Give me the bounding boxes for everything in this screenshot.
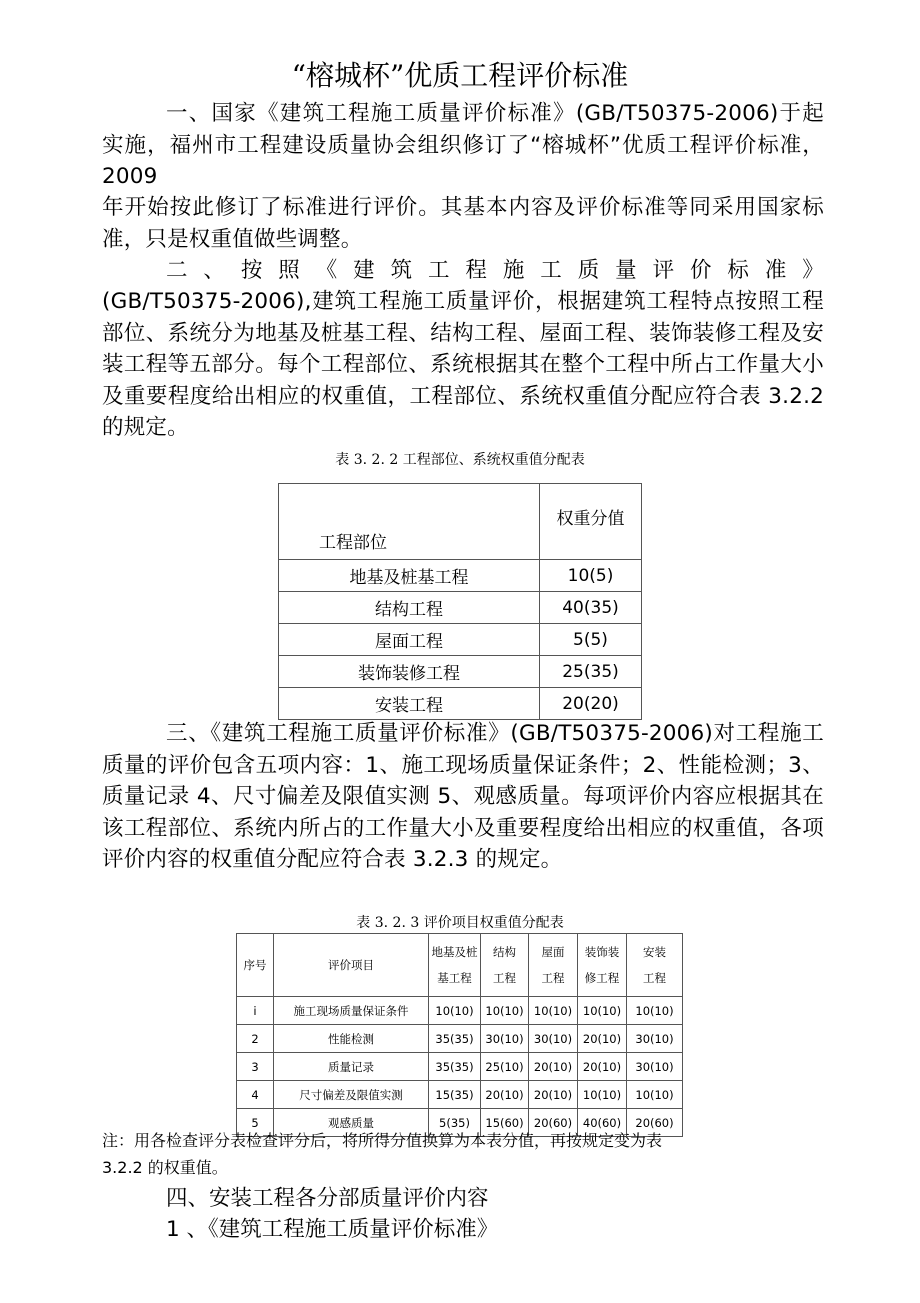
header-installation: 安装 工程 — [627, 934, 683, 997]
cell-weight: 10(5) — [540, 560, 642, 592]
cell-value: 15(60) — [481, 1109, 529, 1137]
cell-weight: 5(5) — [540, 624, 642, 656]
table-row — [279, 560, 642, 592]
evaluation-table — [236, 933, 683, 1137]
cell-no: 5 — [237, 1109, 274, 1137]
header-foundation: 地基及桩 基工程 — [429, 934, 481, 997]
table-row — [279, 592, 642, 624]
cell-value: 10(10) — [529, 997, 578, 1025]
cell-part: 装饰装修工程 — [279, 656, 540, 688]
cell-value: 20(10) — [481, 1081, 529, 1109]
paragraph-1-continued: 年开始按此修订了标准进行评价。其基本内容及评价标准等同采用国家标准，只是权重值做些调整。 — [102, 195, 824, 252]
header-weight: 权重分值 — [540, 484, 642, 560]
paragraph-2: (GB/T50375-2006),建筑工程施工质量评价，根据建筑工程特点按照工程部位、系统分为地基及桩基工程、结构工程、屋面工程、装饰装修工程及安装工程等五部分。每个工程部位、系统根据其在整个工程中所占工作量大小及重要程度给出相应的权重值，工程部位、系统权重值分配应符合表 3.2.2 的规定。 — [102, 289, 824, 440]
cell-value: 35(35) — [429, 1025, 481, 1053]
document-title: “榕城杯”优质工程评价标准 — [291, 59, 629, 92]
cell-value: 40(60) — [578, 1109, 627, 1137]
cell-value: 20(60) — [529, 1109, 578, 1137]
cell-weight: 40(35) — [540, 592, 642, 624]
cell-value: 35(35) — [429, 1053, 481, 1081]
header-structure: 结构 工程 — [481, 934, 529, 997]
cell-value: 20(10) — [529, 1081, 578, 1109]
cell-part: 屋面工程 — [279, 624, 540, 656]
cell-part: 安装工程 — [279, 688, 540, 720]
cell-value: 20(60) — [627, 1109, 683, 1137]
cell-item: 观感质量 — [274, 1109, 429, 1137]
header-part: 工程部位 — [279, 484, 540, 560]
header-item: 评价项目 — [274, 934, 429, 997]
table-row — [237, 1025, 683, 1053]
cell-value: 20(10) — [578, 1025, 627, 1053]
cell-part: 结构工程 — [279, 592, 540, 624]
cell-value: 5(35) — [429, 1109, 481, 1137]
cell-value: 10(10) — [578, 1081, 627, 1109]
cell-no: i — [237, 997, 274, 1025]
header-decoration: 装饰装 修工程 — [578, 934, 627, 997]
table-header-row — [237, 934, 683, 997]
table-row — [237, 1081, 683, 1109]
table-row — [279, 656, 642, 688]
cell-no: 3 — [237, 1053, 274, 1081]
paragraph-3: 三、《建筑工程施工质量评价标准》(GB/T50375-2006)对工程施工质量的评价包含五项内容：1、施工现场质量保证条件；2、性能检测；3、质量记录 4、尺寸偏差及限值实测 5、观感质量。每项评价内容应根据其在该工程部位、系统内所占的工作量大小及重要程度给出相应的权重值，各项评价内容的权重值分配应符合表 3.2.3 的规定。 — [102, 721, 824, 872]
header-no: 序号 — [237, 934, 274, 997]
table-row — [279, 688, 642, 720]
cell-value: 20(10) — [529, 1053, 578, 1081]
cell-value: 30(10) — [529, 1025, 578, 1053]
cell-value: 30(10) — [627, 1053, 683, 1081]
cell-value: 30(10) — [627, 1025, 683, 1053]
section-4-item-1: 1 、《建筑工程施工质量评价标准》 — [166, 1217, 499, 1242]
header-roof: 屋面 工程 — [529, 934, 578, 997]
cell-item: 质量记录 — [274, 1053, 429, 1081]
cell-value: 10(10) — [578, 997, 627, 1025]
cell-value: 30(10) — [481, 1025, 529, 1053]
table-row — [279, 624, 642, 656]
cell-no: 4 — [237, 1081, 274, 1109]
table-note: 注：用各检查评分表检查评分后，将所得分值换算为本表分值，再按规定变为表 3.2.2 的权重值。 — [102, 1131, 663, 1177]
cell-part: 地基及桩基工程 — [279, 560, 540, 592]
cell-value: 10(10) — [481, 997, 529, 1025]
cell-value: 10(10) — [627, 1081, 683, 1109]
section-4-heading: 四、安装工程各分部质量评价内容 — [166, 1186, 489, 1211]
weight-table — [278, 483, 642, 720]
table-header-row — [279, 484, 642, 560]
cell-no: 2 — [237, 1025, 274, 1053]
cell-weight: 20(20) — [540, 688, 642, 720]
cell-value: 20(10) — [578, 1053, 627, 1081]
cell-value: 10(10) — [627, 997, 683, 1025]
table-row — [237, 997, 683, 1025]
paragraph-1: 一、国家《建筑工程施工质量评价标准》(GB/T50375-2006)于起实施，福州市工程建设质量协会组织修订了“榕城杯”优质工程评价标准，2009 — [102, 101, 824, 189]
cell-weight: 25(35) — [540, 656, 642, 688]
table1-caption: 表 3. 2. 2 工程部位、系统权重值分配表 — [335, 452, 585, 468]
cell-value: 10(10) — [429, 997, 481, 1025]
cell-item: 性能检测 — [274, 1025, 429, 1053]
table-row — [237, 1053, 683, 1081]
paragraph-2-heading: 二、按照《建筑工程施工质量评价标准》 — [166, 258, 824, 283]
table2-caption: 表 3. 2. 3 评价项目权重值分配表 — [356, 915, 564, 931]
cell-value: 25(10) — [481, 1053, 529, 1081]
cell-item: 尺寸偏差及限值实测 — [274, 1081, 429, 1109]
cell-value: 15(35) — [429, 1081, 481, 1109]
cell-item: 施工现场质量保证条件 — [274, 997, 429, 1025]
